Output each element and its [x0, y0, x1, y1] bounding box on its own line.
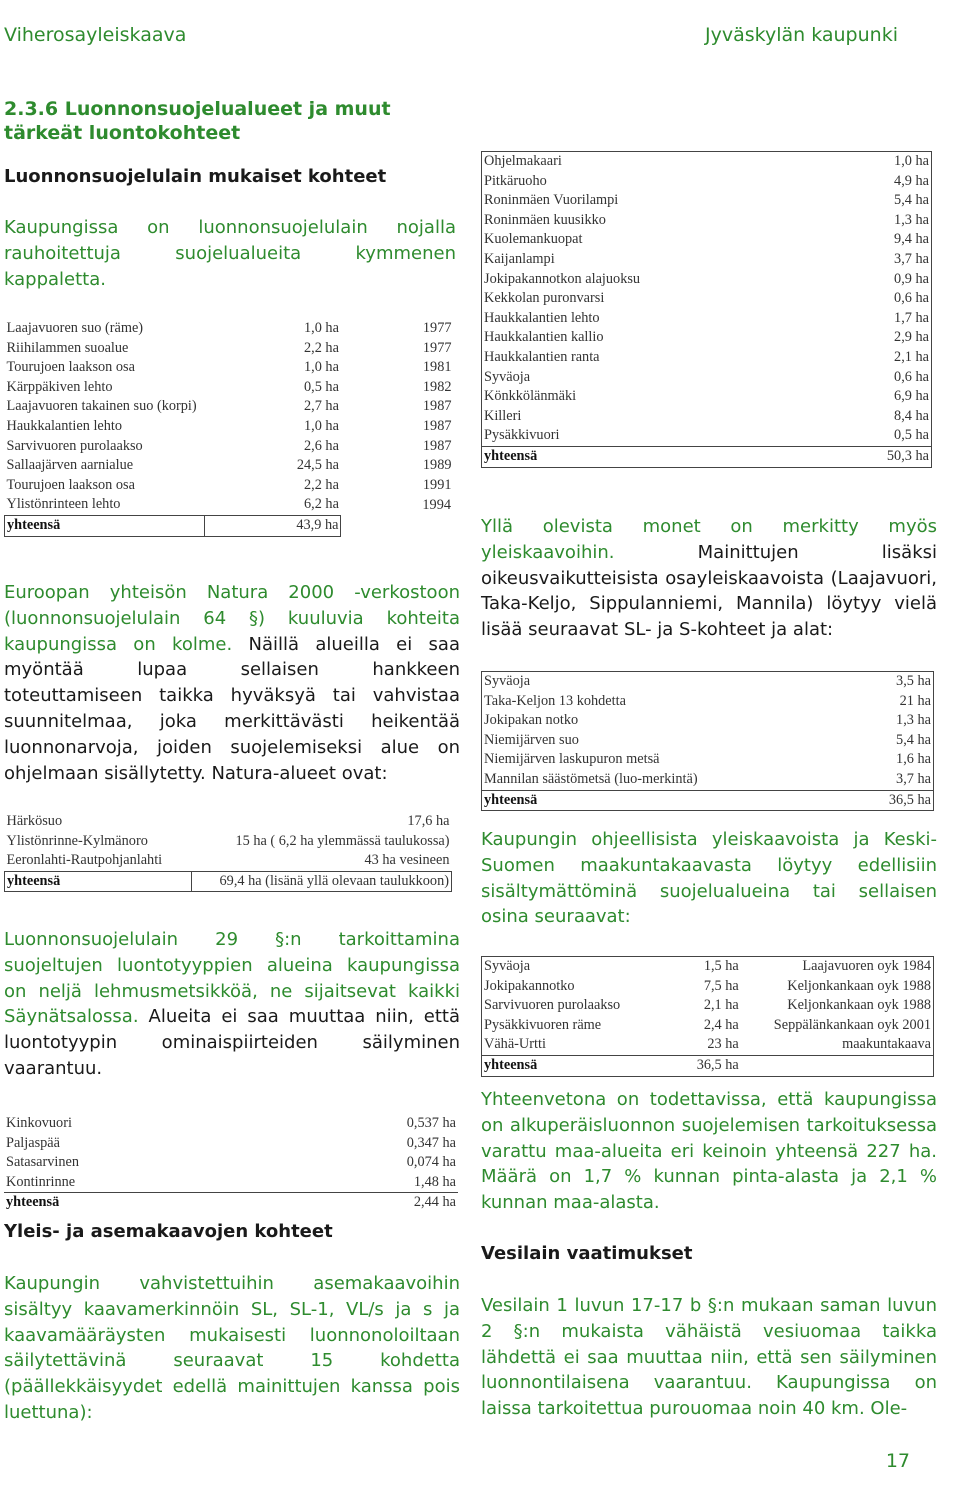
paragraph-natura-2000: [4, 580, 460, 786]
table-cell: 1,6 ha: [896, 751, 931, 768]
table-total-label: yhteensä: [482, 446, 781, 467]
table-cell: 43 ha vesineen: [364, 852, 450, 869]
table-row: [482, 172, 932, 192]
table-total-value: 50,3 ha: [781, 446, 932, 467]
table-cell: Riihilammen suoalue: [6, 339, 129, 356]
table-cell: Roninmäen Vuorilampi: [484, 192, 619, 209]
table-row: [482, 270, 932, 290]
table-cell: Eeronlahti-Rautpohjanlahti: [6, 852, 163, 869]
table-row: [4, 1173, 458, 1193]
table-row: [5, 851, 452, 871]
table-row: [4, 1153, 458, 1173]
table-row: [482, 407, 932, 427]
paragraph-guideline-plan-sites: Kaupungin ohjeellisista yleiskaavoista ja Keski-Suomen maakuntakaavasta löytyy edellisiin sisältymättöminä suojelualueina tai sellaisen osina seuraavat:: [481, 829, 937, 928]
table-cell: 0,537 ha: [406, 1115, 456, 1131]
table-row: [482, 309, 932, 329]
table-cell: Haukkalantien lehto: [484, 309, 600, 326]
table-cell: 8,4 ha: [894, 407, 929, 424]
table-cell: 23 ha: [707, 1036, 739, 1053]
table-cell: Niemijärven laskupuron metsä: [484, 751, 660, 768]
table-cell: Keljonkankaan oyk 1988: [787, 997, 931, 1014]
table-row: [482, 996, 934, 1016]
table-total-value: 2,44 ha: [254, 1193, 458, 1213]
table-row: [5, 495, 454, 515]
table-row: [5, 417, 454, 437]
table-row: [482, 1016, 934, 1036]
table-cell: 1994: [422, 496, 451, 513]
table-row: [482, 426, 932, 446]
table-row: [482, 250, 932, 270]
table-cell: 2,1 ha: [703, 997, 739, 1014]
paragraph-protected-habitats: [4, 927, 460, 1082]
table-cell: Härkösuo: [6, 813, 63, 829]
table-cell: Pysäkkivuori: [484, 427, 560, 444]
table-cell: 1,0 ha: [303, 359, 339, 376]
table-cell: 1,3 ha: [894, 211, 929, 228]
table-cell: 1987: [422, 398, 452, 415]
table-cell: maakuntakaava: [842, 1036, 931, 1053]
table-row: [5, 437, 454, 457]
table-cell: 2,9 ha: [894, 329, 929, 346]
table-row: [5, 476, 454, 496]
table-cell: 2,2 ha: [303, 339, 339, 356]
table-row: [482, 957, 934, 977]
table-total-value: 69,4 ha (lisänä yllä olevaan taulukkoon): [192, 871, 452, 892]
table-cell: Jokipakannotko: [484, 977, 575, 994]
table-cell: Syväoja: [484, 958, 531, 974]
table-cell: 1,7 ha: [894, 309, 929, 326]
table-cell: Syväoja: [484, 368, 531, 385]
table-cell: 1991: [422, 476, 452, 493]
table-total-row: [5, 515, 454, 536]
table-cell: 0,5 ha: [303, 378, 339, 395]
table-total-label: yhteensä: [482, 1055, 657, 1076]
table-cell: 0,347 ha: [406, 1134, 456, 1151]
table-cell: 5,4 ha: [894, 192, 929, 209]
table-cell: 2,2 ha: [303, 476, 339, 493]
table-total-label: yhteensä: [482, 790, 782, 811]
table-cell: Laajavuoren suo (räme): [6, 320, 144, 336]
table-cell: 1,48 ha: [413, 1173, 456, 1190]
table-cell: 5,4 ha: [896, 731, 931, 748]
paragraph-protected-habitats-highlight: Luonnonsuojelulain 29 §:n tarkoittamina suojeltujen luontotyyppien alueina kaupungissa on neljä lehmusmetsikköä, ne sijaitsevat kaikki Säynätsalossa.: [4, 929, 460, 1028]
table-total-value: 43,9 ha: [204, 515, 340, 536]
table-protected-areas: [4, 319, 454, 537]
table-row: [5, 378, 454, 398]
table-cell: 0,9 ha: [894, 270, 929, 287]
table-cell: Ohjelmakaari: [484, 153, 562, 169]
table-cell: Jokipakannotkon alajuoksu: [484, 270, 641, 287]
table-total-row: [5, 871, 452, 892]
table-row: [5, 319, 454, 339]
table-cell: 1981: [422, 359, 452, 376]
table-row: [482, 977, 934, 997]
paragraph-natura-2000-highlight: Euroopan yhteisön Natura 2000 -verkostoon (luonnonsuojelulain 64 §) kuuluvia kohteita kaupungissa on kolme.: [4, 582, 460, 655]
table-cell: Haukkalantien lehto: [6, 417, 123, 434]
table-cell: 24,5 ha: [296, 457, 339, 474]
table-cell: 1977: [422, 320, 452, 336]
table-row: [482, 211, 932, 231]
table-cell: Taka-Keljon 13 kohdetta: [484, 692, 626, 709]
paragraph-master-plan-sites-body: Mainittujen lisäksi oikeusvaikutteisista osayleiskaavoista (Laajavuori, Taka-Keljo, Sippulanniemi, Mannila) löytyy vielä lisää seuraavat SL- ja S-kohteet ja alat:: [481, 541, 937, 641]
table-cell: Syväoja: [484, 673, 531, 689]
table-cell: 15 ha ( 6,2 ha ylemmässä taulukossa): [235, 832, 450, 849]
subheading-nature-conservation-act: Luonnonsuojelulain mukaiset kohteet: [4, 166, 387, 187]
table-row: [482, 750, 934, 770]
table-cell: Haukkalantien kallio: [484, 329, 604, 346]
table-cell: Killeri: [484, 407, 522, 424]
table-cell: 2,4 ha: [703, 1016, 739, 1033]
table-cell: Kinkovuori: [6, 1115, 72, 1131]
table-row: [482, 289, 932, 309]
table-row: [482, 672, 934, 692]
table-cell: Roninmäen kuusikko: [484, 211, 606, 228]
table-total-value: 36,5 ha: [781, 790, 933, 811]
table-total-row: [482, 446, 932, 467]
table-cell: 7,5 ha: [703, 977, 739, 994]
section-title: 2.3.6 Luonnonsuojelualueet ja muut tärkeät luontokohteet: [4, 98, 391, 144]
table-total-label: yhteensä: [4, 1193, 254, 1213]
table-row: [482, 692, 934, 712]
table-cell: Sallaajärven aarnialue: [6, 457, 134, 474]
table-row: [482, 230, 932, 250]
table-cell: Tourujoen laakson osa: [6, 359, 135, 376]
table-cell: 2,1 ha: [894, 348, 929, 365]
table-natura-sites: [4, 812, 452, 892]
table-cell: Kaijanlampi: [484, 250, 555, 267]
table-cell: 6,2 ha: [303, 496, 339, 513]
table-row: [482, 368, 932, 388]
table-cell: Vähä-Urtti: [484, 1036, 546, 1053]
table-cell: 4,9 ha: [894, 172, 929, 189]
table-cell: 1989: [422, 457, 452, 474]
table-linden-groves: [4, 1114, 458, 1213]
table-cell: 1987: [422, 417, 452, 434]
table-cell: Seppälänkankaan oyk 2001: [773, 1016, 931, 1033]
table-cell: Sarvivuoren purolaakso: [6, 437, 143, 454]
table-cell: Satasarvinen: [6, 1154, 80, 1171]
table-cell: 1982: [422, 378, 452, 395]
table-cell: Mannilan säästömetsä (luo-merkintä): [484, 770, 698, 787]
subheading-master-and-local-plans: Yleis- ja asemakaavojen kohteet: [4, 1221, 333, 1242]
table-cell: Kärppäkiven lehto: [6, 378, 113, 395]
table-row: [482, 191, 932, 211]
table-row: [5, 832, 452, 852]
paragraph-natura-2000-body: Näillä alueilla ei saa myöntää lupaa sellaisen hankkeen toteuttamiseen taikka hyväksyä tai vahvistaa suunnitelmaa, joka merkittävästi heikentää luonnonarvoja, joiden suojelemiseksi alue on ohjelmaan sisällytetty. Natura-alueet ovat:: [4, 633, 460, 784]
table-cell: Kekkolan puronvarsi: [484, 290, 605, 307]
subheading-water-act: Vesilain vaatimukset: [481, 1243, 693, 1264]
table-cell: Kontinrinne: [6, 1173, 76, 1190]
table-row: [5, 456, 454, 476]
table-cell: 0,074 ha: [406, 1154, 456, 1171]
table-cell: 1,3 ha: [896, 712, 931, 729]
table-cell: 1,5 ha: [703, 958, 739, 974]
table-cell: 1977: [422, 339, 452, 356]
table-cell: 1987: [422, 437, 452, 454]
table-cell: Pitkäruoho: [484, 172, 547, 189]
header-organization: Jyväskylän kaupunki: [705, 24, 898, 46]
table-row: [482, 328, 932, 348]
paragraph-summary: Yhteenvetona on todettavissa, että kaupungissa on alkuperäisluonnon suojelemisen tarkoituksessa varattu maa-alueita eri keinoin yhteensä 227 ha. Määrä on 1,7 % kunnan pinta-alasta ja 2,1 % kunnan maa-alasta.: [481, 1089, 937, 1214]
table-cell: 3,7 ha: [896, 770, 931, 787]
table-cell: 1,0 ha: [303, 320, 339, 336]
table-total-row: [4, 1193, 458, 1213]
table-local-plan-sites: [481, 151, 932, 468]
table-cell: 1,0 ha: [303, 417, 339, 434]
table-total-label: yhteensä: [5, 515, 205, 536]
paragraph-water-act: Vesilain 1 luvun 17-17 b §:n mukaan saman luvun 2 §:n mukaista vähäistä vesiuomaa taikka lähdettä ei saa muuttaa niin, että sen säilyminen luonnontilaisena vaarantuu. Kaupungissa on laissa tarkoitettua purouomaa noin 40 km. Ole-: [481, 1295, 937, 1420]
table-row: [482, 731, 934, 751]
table-cell: 0,6 ha: [894, 290, 929, 307]
table-total-row: [482, 790, 934, 811]
paragraph-master-plan-sites-highlight: Yllä olevista monet on merkitty myös yleiskaavoihin.: [481, 516, 937, 563]
table-cell: 2,6 ha: [303, 437, 339, 454]
table-row: [4, 1134, 458, 1154]
table-cell: 0,5 ha: [894, 427, 929, 444]
table-cell: Keljonkankaan oyk 1988: [787, 977, 931, 994]
table-cell: 6,9 ha: [894, 388, 929, 405]
table-row: [5, 397, 454, 417]
table-total-label: yhteensä: [5, 871, 192, 892]
table-cell: Ylistönrinne-Kylmänoro: [6, 832, 148, 849]
table-master-plan-sites: [481, 671, 934, 811]
table-row: [482, 348, 932, 368]
paragraph-protected-habitats-body: Alueita ei saa muuttaa niin, että luontotyypin ominaispiirteiden säilyminen vaarantuu.: [4, 1006, 460, 1079]
paragraph-local-plan-sites: Kaupungin vahvistettuihin asemakaavoihin sisältyy kaavamerkinnöin SL, SL-1, VL/s ja s ja kaavamääräysten mukaisesti luonnonoloiltaan säilytettävinä seuraavat 15 kohdetta (päällekkäisyydet edellä mainittujen kanssa pois luettuna):: [4, 1273, 460, 1423]
table-cell: Pysäkkivuoren räme: [484, 1016, 602, 1033]
table-row: [482, 152, 932, 172]
table-guideline-plan-sites: [481, 956, 934, 1077]
page-number: 17: [885, 1450, 910, 1472]
table-total-row: [482, 1055, 934, 1076]
table-row: [4, 1114, 458, 1134]
table-cell: 2,7 ha: [303, 398, 339, 415]
table-cell: Kuolemankuopat: [484, 231, 583, 248]
table-cell: 21 ha: [899, 692, 931, 709]
table-cell: Niemijärven suo: [484, 731, 579, 748]
table-cell: 3,5 ha: [896, 673, 931, 689]
table-cell: 3,7 ha: [894, 250, 929, 267]
table-row: [482, 711, 934, 731]
table-total-value: 36,5 ha: [656, 1055, 741, 1076]
paragraph-master-plan-sites: [481, 514, 937, 643]
table-row: [5, 339, 454, 359]
table-cell: Sarvivuoren purolaakso: [484, 997, 621, 1014]
table-row: [5, 812, 452, 832]
table-cell: Laajavuoren oyk 1984: [802, 958, 931, 974]
table-cell: Paljaspää: [6, 1134, 60, 1151]
table-empty-cell: [741, 1055, 934, 1076]
table-cell: Tourujoen laakson osa: [6, 476, 135, 493]
table-row: [5, 358, 454, 378]
table-cell: Jokipakan notko: [484, 712, 579, 729]
table-cell: 0,6 ha: [894, 368, 929, 385]
table-cell: Haukkalantien ranta: [484, 348, 600, 365]
table-row: [482, 770, 934, 790]
table-cell: Könkkölänmäki: [484, 388, 577, 405]
table-empty-cell: [341, 515, 454, 536]
header-document-title: Viherosayleiskaava: [4, 24, 187, 46]
table-cell: Laajavuoren takainen suo (korpi): [6, 398, 197, 415]
table-cell: 1,0 ha: [894, 153, 929, 169]
table-cell: 17,6 ha: [407, 813, 450, 829]
paragraph-protected-areas-intro: Kaupungissa on luonnonsuojelulain nojalla rauhoitettuja suojelualueita kymmenen kappaletta.: [4, 217, 456, 290]
table-cell: Ylistönrinteen lehto: [6, 496, 121, 513]
table-cell: 9,4 ha: [894, 231, 929, 248]
table-row: [482, 387, 932, 407]
table-row: [482, 1035, 934, 1055]
